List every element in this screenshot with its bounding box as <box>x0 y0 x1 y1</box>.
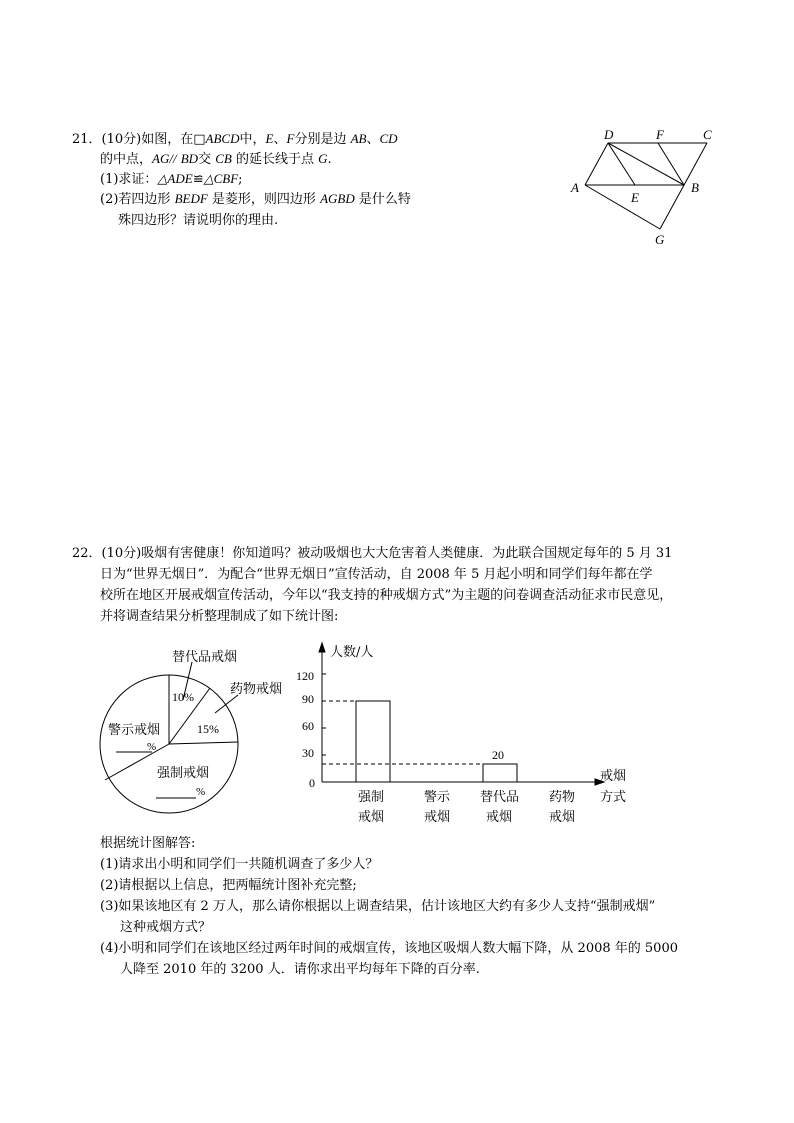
q22-text: (1)请求出小明和同学们一共随机调查了多少人？ <box>100 857 379 872</box>
x-category-substitute-1: 替代品 <box>480 790 520 805</box>
vertex-g: G <box>655 232 665 247</box>
pie-label-substitute: 替代品戒烟 <box>172 650 238 665</box>
q22-sub2 <box>100 878 357 894</box>
q22-number: 22． <box>72 546 102 561</box>
y-tick-label-90: 90 <box>302 692 314 706</box>
x-category-drug-2: 戒烟 <box>549 810 576 825</box>
bar-2 <box>483 764 517 782</box>
q22-after-charts <box>100 836 195 852</box>
q22-text: 日为“世界无烟日”．为配合“世界无烟日”宣传活动，自 2008 年 5 月起小明和同学们每年都在学 <box>100 567 653 582</box>
q21-text: 是什么特 <box>358 192 411 207</box>
x-category-warning-2: 戒烟 <box>424 810 451 825</box>
q21-text: . <box>327 152 332 167</box>
vertex-f: F <box>656 127 664 142</box>
y-tick-label-30: 30 <box>302 746 314 760</box>
q21-number: 21． <box>72 132 102 147</box>
y-axis-label: 人数/人 <box>330 645 374 660</box>
q22-score: (10分) <box>101 546 142 561</box>
q21-triangle-cbf: △CBF <box>203 171 239 186</box>
congruent-symbol: ≌ <box>192 172 204 187</box>
q21-bedf: BEDF <box>174 191 208 206</box>
q21-bd: BD <box>180 151 199 166</box>
x-category-drug-1: 药物 <box>549 790 576 805</box>
bar-0 <box>356 701 390 782</box>
vertex-d: D <box>604 127 614 142</box>
q21-text: 、 <box>366 132 380 147</box>
q21-text: 殊四边形？请说明你的理由. <box>118 213 279 228</box>
q21-text: 、 <box>273 132 287 147</box>
y-tick-label-0: 0 <box>309 776 315 790</box>
pie-label-drug: 药物戒烟 <box>230 682 283 697</box>
q22-text: 人降至 2010 年的 3200 人．请你求出平均每年下降的百分率. <box>120 962 480 977</box>
q22-text: (4)小明和同学们在该地区经过两年时间的戒烟宣传，该地区吸烟人数大幅下降，从 2008 年的 5000 <box>100 941 678 956</box>
pie-pct-forced: % <box>196 786 206 798</box>
q21-text: 交 <box>198 152 212 167</box>
q21-ag: AG <box>152 151 170 166</box>
pie-pct-drug: 15% <box>197 722 219 736</box>
vertex-a: A <box>571 180 579 195</box>
q21-text: 如图，在 <box>141 132 194 147</box>
q21-text: 的中点， <box>100 152 153 167</box>
q21-text: 是菱形，则四边形 <box>211 192 316 207</box>
x-category-substitute-2: 戒烟 <box>486 810 513 825</box>
q21-cd: CD <box>379 131 398 146</box>
q21-text: 分别是边 <box>294 132 347 147</box>
q21-text: 中， <box>239 132 266 147</box>
q21-score: (10分) <box>101 132 142 147</box>
y-axis-arrow <box>319 643 325 652</box>
q22-sub1 <box>100 857 378 873</box>
q21-text: ; <box>238 172 243 187</box>
pie-pct-warning: % <box>147 741 157 753</box>
q21-cb: CB <box>215 151 232 166</box>
q22-text: 这种戒烟方式？ <box>120 920 212 935</box>
x-axis-label-1: 戒烟 <box>600 769 627 784</box>
q21-text: (2)若四边形 <box>100 192 171 207</box>
vertex-b: B <box>691 180 699 195</box>
pie-label-warning: 警示戒烟 <box>108 723 161 738</box>
q22-sub3b <box>120 920 211 936</box>
q22-sub3a <box>100 899 655 915</box>
q21-e: E <box>265 131 274 146</box>
vertex-e: E <box>631 190 639 205</box>
parallel-symbol: // <box>169 151 177 166</box>
q22-text: 根据统计图解答: <box>100 836 196 851</box>
q21-agbd: AGBD <box>320 191 355 206</box>
pie-label-forced: 强制戒烟 <box>157 766 210 781</box>
q21-abcd: ABCD <box>205 131 240 146</box>
q22-text: 校所在地区开展戒烟宣传活动，今年以“我支持的种戒烟方式”为主题的问卷调查活动征求市民意见， <box>100 588 673 603</box>
q21-text: (1)求证： <box>100 172 158 187</box>
q22-text: (2)请根据以上信息，把两幅统计图补充完整; <box>100 878 357 893</box>
pie-pct-substitute: 10% <box>172 690 194 704</box>
q21-f: F <box>286 131 295 146</box>
y-tick-label-60: 60 <box>302 719 314 733</box>
q21-ab: AB <box>350 131 367 146</box>
vertex-c: C <box>703 127 712 142</box>
y-tick-label-120: 120 <box>296 669 314 683</box>
q22-sub4a <box>100 941 678 957</box>
q22-text: 吸烟有害健康！你知道吗？被动吸烟也大大危害着人类健康．为此联合国规定每年的 5 月 31 <box>141 546 673 561</box>
q22-text: (3)如果该地区有 2 万人，那么请你根据以上调查结果，估计该地区大约有多少人支持“强制戒烟” <box>100 899 656 914</box>
bar-value-label-substitute: 20 <box>492 748 504 762</box>
x-category-forced-2: 戒烟 <box>358 810 385 825</box>
q21-triangle-ade: △ADE <box>157 171 193 186</box>
x-axis-label-2: 方式 <box>600 790 627 805</box>
parallelogram-symbol: □ <box>193 132 206 147</box>
x-category-warning-1: 警示 <box>424 790 451 805</box>
q21-g: G <box>318 151 328 166</box>
q22-text: 并将调查结果分析整理制成了如下统计图: <box>100 609 339 624</box>
x-category-forced-1: 强制 <box>358 790 385 805</box>
q21-text: 的延长线于点 <box>236 152 315 167</box>
q22-sub4b <box>120 962 480 978</box>
